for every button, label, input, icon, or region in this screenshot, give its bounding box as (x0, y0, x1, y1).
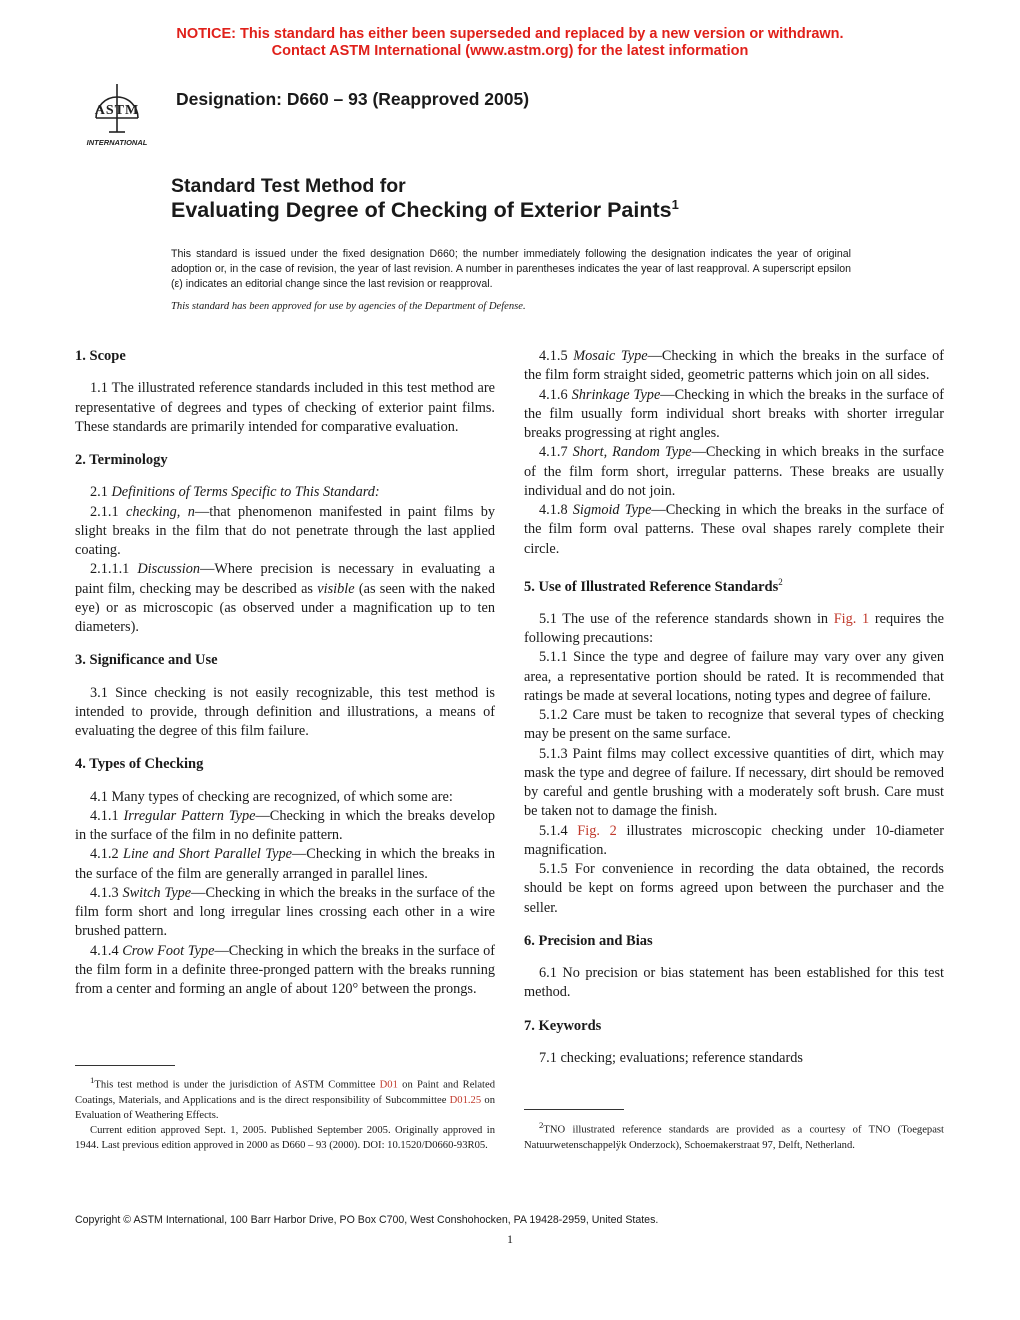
paragraph: 5.1 The use of the reference standards shown in Fig. 1 requires the following precautions: (524, 610, 944, 647)
title-text: Evaluating Degree of Checking of Exterior Paints (171, 198, 672, 222)
logo-subtitle: INTERNATIONAL (86, 138, 148, 147)
type-item: 4.1.4 Crow Foot Type—Checking in which the breaks in the surface of the film form in a definite three-pronged pattern with the breaks running from a center and forming an angle of about 120° between the prongs. (75, 942, 496, 997)
right-column (524, 347, 944, 1068)
approval-note: This standard has been approved for use by agencies of the Department of Defense. (171, 301, 526, 312)
type-item: 4.1.5 Mosaic Type—Checking in which the breaks in the surface of the film form straight sided, geometric patterns which join on all sides. (524, 348, 944, 384)
paragraph: 5.1.1 Since the type and degree of failure may vary over any given area, a representative portion should be rated. It is recommended that ratings be made at several locations, noting types and degree of failure. (524, 649, 944, 704)
astm-logo (74, 78, 160, 150)
footnote-divider (75, 1065, 175, 1066)
heading-footnote-mark: 2 (778, 576, 783, 587)
section-heading: 1. Scope (75, 348, 126, 364)
paragraph: 3.1 Since checking is not easily recognizable, this test method is intended to provide, through definition and illustrations, a means of evaluating the degree of this film failure. (75, 684, 495, 739)
paragraph: 7.1 checking; evaluations; reference standards (539, 1049, 803, 1066)
paragraph: 1.1 The illustrated reference standards included in this test method are representative of degrees and types of checking of exterior paint films. These standards are primarily intended for comparative evaluation. (75, 380, 495, 435)
type-item: 4.1.8 Sigmoid Type—Checking in which the breaks in the surface of the film form oval patterns. These oval shapes rarely complete their circle. (524, 502, 944, 557)
left-column (75, 347, 495, 999)
section-heading: 3. Significance and Use (75, 652, 218, 669)
paragraph: 5.1.5 For convenience in recording the data obtained, the records should be kept on forms agreed upon between the purchaser and the seller. (524, 861, 944, 916)
type-item: 4.1.7 Short, Random Type—Checking in which breaks in the surface of the film form short, irregular patterns. These breaks are usually individual and do not join. (524, 444, 944, 499)
paragraph: 6.1 No precision or bias statement has been established for this test method. (524, 965, 944, 1001)
title-footnote-mark: 1 (671, 197, 679, 212)
page-number: 1 (507, 1232, 513, 1246)
logo-letters: ASTM (94, 103, 140, 118)
d01-link[interactable]: D01 (379, 1079, 398, 1091)
section-heading: 5. Use of Illustrated Reference Standards$^2$ (524, 576, 783, 595)
designation: Designation: D660 – 93 (Reapproved 2005) (176, 89, 530, 109)
paragraph: 2.1.1.1 Discussion—Where precision is necessary in evaluating a paint film, checking may be described as visible (as seen with the naked eye) or as microscopic (as observed under a magnification up to ten diameters). (75, 561, 495, 635)
withdrawn-notice (0, 26, 1020, 60)
type-item: 4.1.3 Switch Type—Checking in which the breaks in the surface of the film form short and long irregular lines crossing each other in a wire brushed pattern. (75, 884, 495, 940)
section-heading: 4. Types of Checking (75, 756, 204, 773)
footnote-2 (524, 1118, 944, 1153)
footnote-paragraph: $^1$This test method is under the jurisdiction of ASTM Committee D01 on Paint and Related Coatings, Materials, and Applications and is the direct responsibility of Subcommittee D01.25 on Evaluation of Weathering Effects. (75, 1075, 495, 1121)
paragraph: 4.1 Many types of checking are recognized, of which some are: (90, 788, 453, 805)
type-item: 4.1.2 Line and Short Parallel Type—Checking in which the breaks in the surface of the film are generally arranged in parallel lines. (75, 846, 496, 882)
paragraph: 2.1.1 checking, n—that phenomenon manifested in paint films by slight breaks in the film that do not penetrate through the last applied coating. (75, 503, 495, 558)
paragraph: 5.1.4 Fig. 2 illustrates microscopic checking under 10-diameter magnification. (524, 822, 944, 858)
type-item: 4.1.6 Shrinkage Type—Checking in which the breaks in the surface of the film usually form individual short breaks with shorter irregular breaks progressing at right angles. (524, 386, 944, 441)
section-heading: 6. Precision and Bias (524, 932, 653, 949)
notice-line-1: NOTICE: This standard has either been superseded and replaced by a new version or withdrawn. (176, 26, 844, 42)
section-heading: 7. Keywords (524, 1017, 602, 1034)
fig-1-link[interactable]: Fig. 1 (833, 610, 870, 627)
paragraph: 5.1.2 Care must be taken to recognize that several types of checking may be present on the same surface. (524, 707, 944, 743)
intro-paragraph: This standard is issued under the fixed designation D660; the number immediately following the designation indicates the year of original adoption or, in the case of revision, the year of last revision. A number in parentheses indicates the year of last reapproval. A superscript epsilon (ε) indicates an editorial change since the last revision or reapproval. (171, 248, 851, 290)
notice-line-2: Contact ASTM International (www.astm.org) for the latest information (271, 43, 749, 59)
footnote-divider (524, 1109, 624, 1110)
footnote-paragraph: $^2$TNO illustrated reference standards are provided as a courtesy of TNO (Toegepast Natuurwetenschappelÿk Onderzock), Schoemakerstraat 97, Delft, Netherland. (524, 1120, 944, 1151)
section-heading: 2. Terminology (75, 452, 168, 468)
type-item: 4.1.1 Irregular Pattern Type—Checking in which the breaks develop in the surface of the film in no definite pattern. (75, 807, 496, 843)
title-line-2 (171, 198, 679, 223)
footnote-1 (75, 1073, 495, 1153)
fig-2-link[interactable]: Fig. 2 (577, 822, 617, 839)
paragraph: 2.1 Definitions of Terms Specific to This Standard: (90, 484, 380, 501)
copyright: Copyright © ASTM International, 100 Barr Harbor Drive, PO Box C700, West Conshohocken, PA 19428-2959, United States. (75, 1214, 659, 1226)
title-line-1: Standard Test Method for (171, 175, 406, 197)
paragraph: 5.1.3 Paint films may collect excessive quantities of dirt, which may mask the type and degree of failure. If necessary, dirt should be removed by careful and gentle brushing with a moderately soft brush. Care must be taken not to damage the finish. (524, 745, 944, 820)
footnote-paragraph: Current edition approved Sept. 1, 2005. Published September 2005. Originally approved in 1944. Last previous edition approved in 2000 as D660 – 93 (2000). DOI: 10.1520/D0660-93R05. (75, 1124, 495, 1151)
d01-25-link[interactable]: D01.25 (449, 1094, 482, 1106)
